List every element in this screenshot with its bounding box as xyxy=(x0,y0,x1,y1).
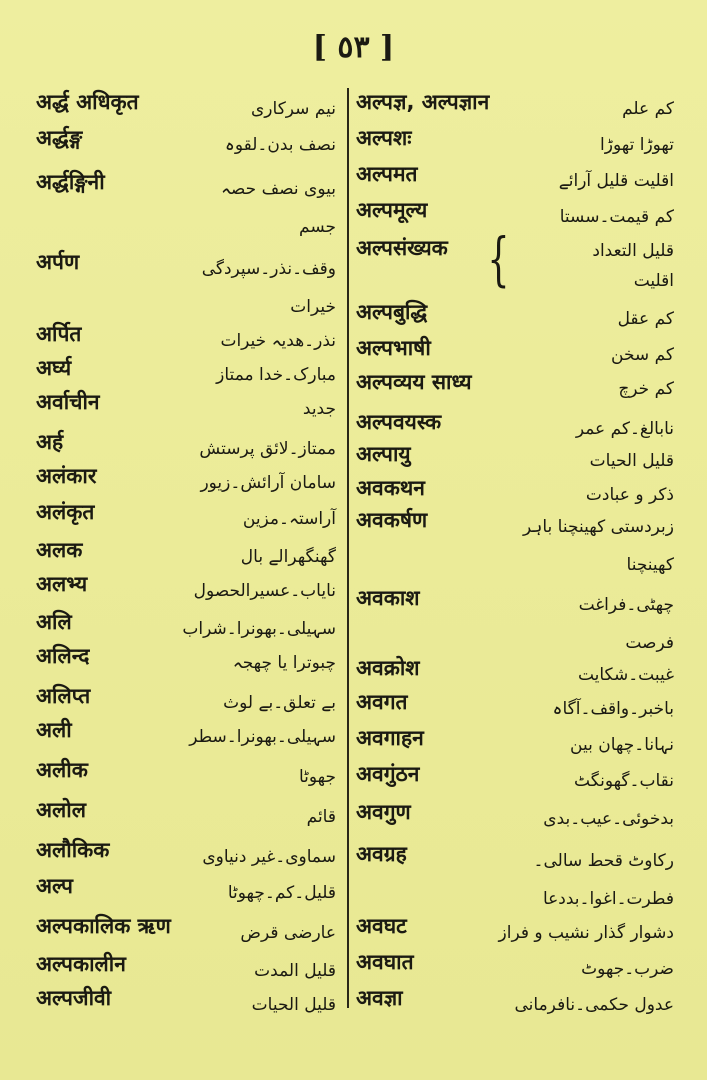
headword: अल्पसंख्यक xyxy=(356,236,448,260)
headword: अवघट xyxy=(356,914,407,938)
headword: अल्पज्ञ, अल्पज्ञान xyxy=(356,90,490,114)
definition: نصف بدن۔لقوہ xyxy=(224,135,336,155)
headword: अल्पकालिक ऋण xyxy=(36,914,171,938)
headword: अलिन्द xyxy=(36,644,90,668)
definition: چھٹی۔فراغت فرصت xyxy=(578,595,674,653)
definition: سہیلی۔بھونرا۔شراب xyxy=(182,619,336,639)
definition: رکاوٹ قحط سالی۔ فطرت۔اغوا۔بددعا xyxy=(533,851,674,909)
definition: کم سخن xyxy=(611,345,674,365)
headword: अल्पभाषी xyxy=(356,336,431,360)
headword: अलभ्य xyxy=(36,572,88,596)
definition: سامان آرائش۔زیور xyxy=(200,473,336,493)
definition: نابالغ۔کم عمر xyxy=(575,419,674,439)
headword: अलिप्त xyxy=(36,684,91,708)
definition: کم قیمت۔سستا xyxy=(559,207,674,227)
headword: अलक xyxy=(36,538,83,562)
headword: अवगत xyxy=(356,690,408,714)
headword: अवकाश xyxy=(356,586,420,610)
headword: अल्पजीवी xyxy=(36,986,112,1010)
definition: جھوٹا xyxy=(298,767,336,787)
definition: قلیل الحیات xyxy=(589,451,674,471)
definition: باخبر۔واقف۔آگاہ xyxy=(552,699,674,719)
headword: अल्पमूल्य xyxy=(356,198,428,222)
definition: قلیل۔کم۔چھوٹا xyxy=(227,883,336,903)
definition: زبردستی کھینچنا باہر کھینچنا xyxy=(523,517,674,575)
headword: अर्द्धङ्गिनी xyxy=(36,170,105,194)
definition: نایاب۔عسیرالحصول xyxy=(193,581,336,601)
headword: अल्पमत xyxy=(356,162,418,186)
definition: نیم سرکاری xyxy=(251,99,336,119)
column-divider xyxy=(347,88,349,1008)
definition: دشوار گذار نشیب و فراز xyxy=(498,923,674,943)
headword: अल्पकालीन xyxy=(36,952,126,976)
headword: अल्पशः xyxy=(356,126,412,150)
definition: قلیل الحیات xyxy=(251,995,336,1015)
definition: بدخوئی۔عیب۔بدی xyxy=(543,809,674,829)
headword: अर्घ्य xyxy=(36,356,72,380)
definition: کم خرچ xyxy=(618,379,674,399)
headword: अलौकिक xyxy=(36,838,110,862)
headword: अर्द्ध अधिकृत xyxy=(36,90,139,114)
headword: अर्पित xyxy=(36,322,82,346)
headword: अलीक xyxy=(36,758,88,782)
definition: چبوترا یا چھجہ xyxy=(232,653,336,673)
headword: अल्पवयस्क xyxy=(356,410,442,434)
definition: قلیل التعداد اقلیت xyxy=(592,241,674,291)
headword: अवगुण xyxy=(356,800,411,824)
headword: अवग्रह xyxy=(356,842,407,866)
definition: وقف۔نذر۔سپردگی خیرات xyxy=(201,259,336,317)
headword: अलोल xyxy=(36,798,86,822)
headword: अली xyxy=(36,718,72,742)
definition: ذکر و عبادت xyxy=(585,485,674,505)
definition: نذر۔ھدیہ خیرات xyxy=(220,331,336,351)
grouping-brace: { xyxy=(487,225,510,293)
definition: جدید xyxy=(302,399,336,419)
definition: کم عقل xyxy=(617,309,674,329)
headword: अर्ह xyxy=(36,430,64,454)
definition: تھوڑا تھوڑا xyxy=(600,135,674,155)
definition: بیوی نصف حصہ جسم xyxy=(220,179,336,237)
definition: سہیلی۔بھونرا۔سطر xyxy=(189,727,336,747)
headword: अवकर्षण xyxy=(356,508,428,532)
headword: अलि xyxy=(36,610,72,634)
definition: نہانا۔چھان بین xyxy=(570,735,674,755)
definition: عارضی قرض xyxy=(240,923,336,943)
headword: अवगुंठन xyxy=(356,762,420,786)
headword: अलंकृत xyxy=(36,500,95,524)
definition: اقلیت قلیل آرائے xyxy=(558,171,674,191)
definition: نقاب۔گھونگٹ xyxy=(574,771,674,791)
definition: قلیل المدت xyxy=(254,961,336,981)
definition: گھنگھرالے بال xyxy=(240,547,336,567)
headword: अर्द्धङ्ग xyxy=(36,126,83,150)
definition: عدول حکمی۔نافرمانی xyxy=(514,995,674,1015)
headword: अवज्ञा xyxy=(356,986,403,1010)
headword: अवक्रोश xyxy=(356,656,420,680)
definition: کم علم xyxy=(622,99,674,119)
headword: अवघात xyxy=(356,950,414,974)
definition: قائم xyxy=(306,807,336,827)
headword: अवगाहन xyxy=(356,726,424,750)
definition: غیبت۔شکایت xyxy=(577,665,674,685)
headword: अवकथन xyxy=(356,476,425,500)
definition: ضرب۔جھوٹ xyxy=(581,959,674,979)
definition: مبارک۔خدا ممتاز xyxy=(216,365,336,385)
definition: سماوی۔غیر دنیاوی xyxy=(202,847,336,867)
headword: अल्प xyxy=(36,874,73,898)
headword: अल्पबुद्धि xyxy=(356,300,428,324)
headword: अल्पायु xyxy=(356,442,411,466)
headword: अलंकार xyxy=(36,464,97,488)
headword: अर्वाचीन xyxy=(36,390,100,414)
headword: अल्पव्यय साध्य xyxy=(356,370,472,394)
definition: بے تعلق۔بے لوث xyxy=(223,693,336,713)
definition: آراستہ۔مزین xyxy=(242,509,336,529)
page-number: [ ٥٣ ] xyxy=(312,30,395,65)
headword: अर्पण xyxy=(36,250,80,274)
definition: ممتاز۔لائق پرستش xyxy=(199,439,336,459)
